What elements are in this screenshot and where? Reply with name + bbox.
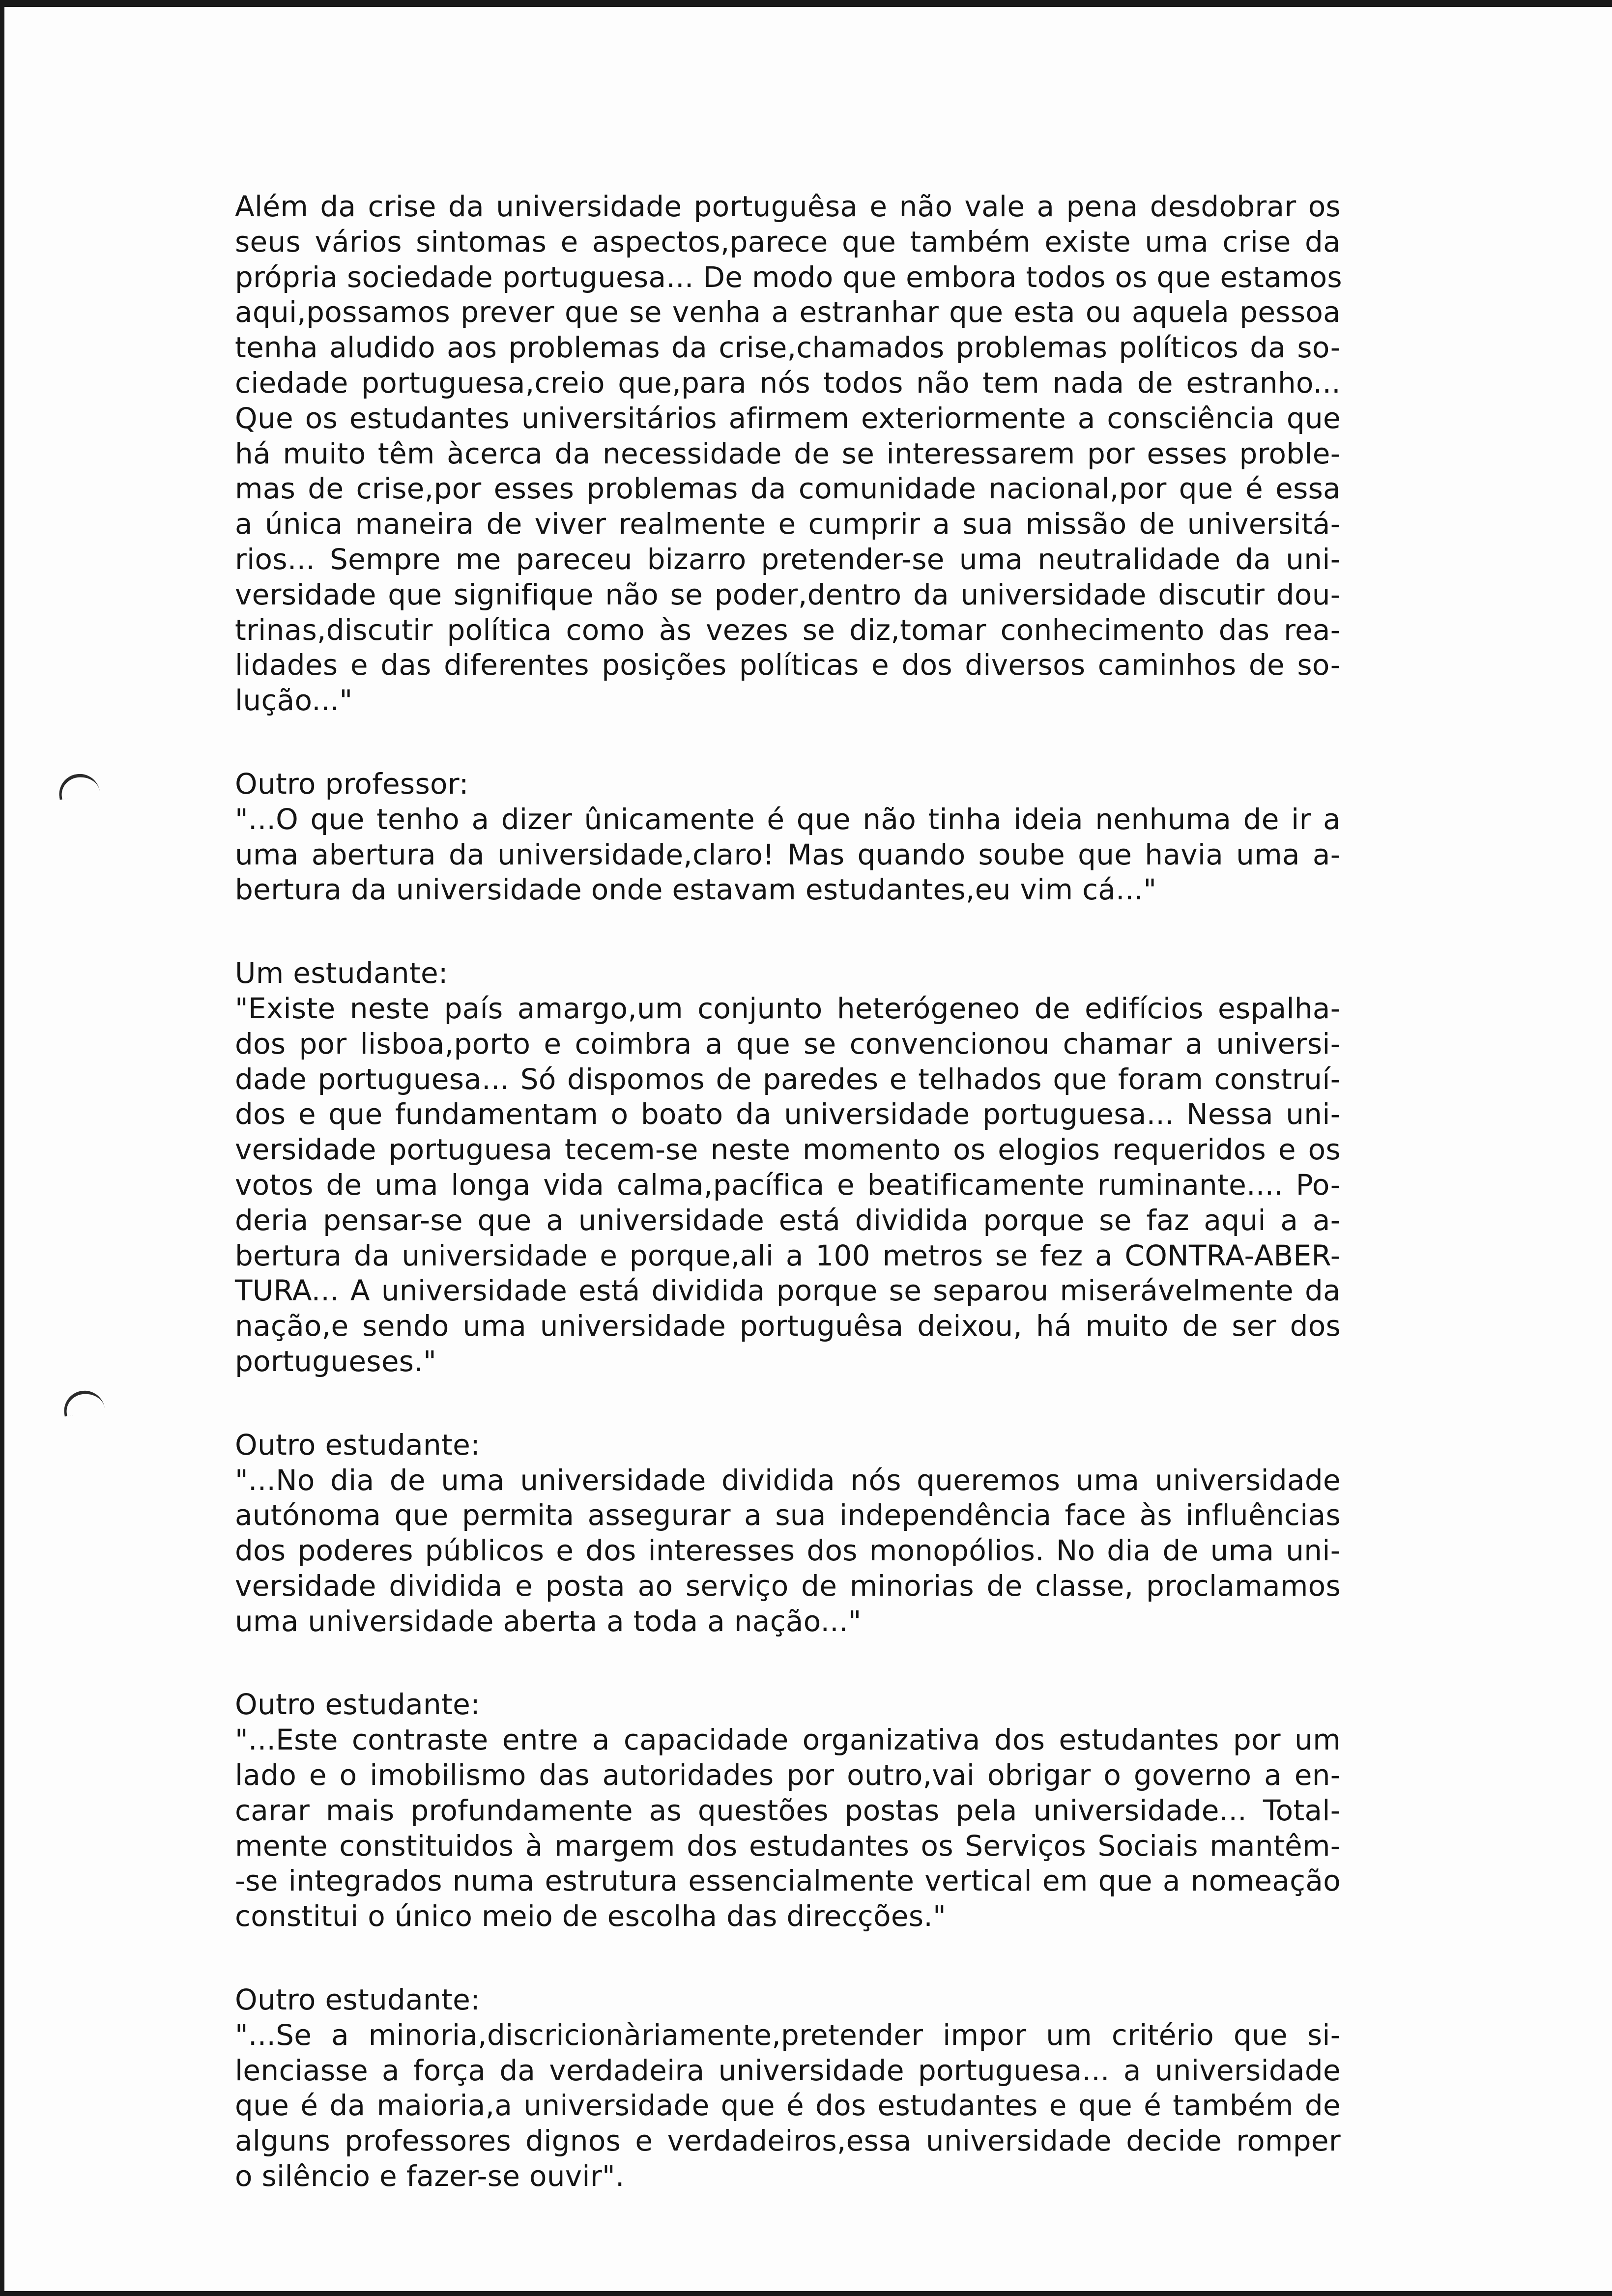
punch-hole-mark bbox=[57, 771, 100, 800]
section-gap bbox=[235, 908, 1341, 956]
text-line: "...Se a minoria,discricionàriamente,pretender impor um critério que si- bbox=[235, 2018, 1341, 2052]
text-line: lado e o imobilismo das autoridades por outro,vai obrigar o governo a en- bbox=[235, 1758, 1341, 1792]
text-line: constitui o único meio de escolha das direcções." bbox=[235, 1899, 947, 1933]
text-line: seus vários sintomas e aspectos,parece que também existe uma crise da bbox=[235, 225, 1341, 258]
text-line: TURA... A universidade está dividida porque se separou miserávelmente da bbox=[235, 1274, 1341, 1308]
text-line: versidade dividida e posta ao serviço de minorias de classe, proclamamos bbox=[235, 1569, 1341, 1603]
text-section bbox=[235, 1687, 1341, 1934]
section-gap bbox=[235, 1379, 1341, 1428]
text-line: Além da crise da universidade portuguêsa e não vale a pena desdobrar os bbox=[235, 190, 1341, 223]
scan-edge-left bbox=[0, 0, 4, 2296]
text-line: bertura da universidade e porque,ali a 100 metros se fez a CONTRA-ABER- bbox=[235, 1238, 1341, 1272]
speaker-heading: Outro estudante: bbox=[235, 1983, 480, 2017]
section-gap bbox=[235, 1934, 1341, 1982]
text-line: própria sociedade portuguesa... De modo que embora todos os que estamos bbox=[235, 260, 1342, 294]
section-gap bbox=[235, 718, 1341, 767]
text-line: uma universidade aberta a toda a nação..." bbox=[235, 1604, 862, 1638]
text-line: rios... Sempre me pareceu bizarro pretender-se uma neutralidade da uni- bbox=[235, 542, 1341, 576]
text-section bbox=[235, 189, 1341, 718]
text-line: deria pensar-se que a universidade está dividida porque se faz aqui a a- bbox=[235, 1203, 1341, 1237]
text-line: lidades e das diferentes posições políticas e dos diversos caminhos de so- bbox=[235, 648, 1341, 682]
text-line: dade portuguesa... Só dispomos de paredes e telhados que foram construí- bbox=[235, 1062, 1341, 1096]
text-line: dos poderes públicos e dos interesses dos monopólios. No dia de uma uni- bbox=[235, 1534, 1341, 1568]
text-line: tenha aludido aos problemas da crise,chamados problemas políticos da so- bbox=[235, 331, 1341, 365]
text-line: portugueses." bbox=[235, 1344, 437, 1378]
text-line: bertura da universidade onde estavam estudantes,eu vim cá..." bbox=[235, 873, 1157, 907]
text-line: a única maneira de viver realmente e cumprir a sua missão de universitá- bbox=[235, 507, 1341, 541]
text-line: há muito têm àcerca da necessidade de se interessarem por esses proble- bbox=[235, 436, 1341, 470]
text-line: aqui,possamos prever que se venha a estranhar que esta ou aquela pessoa bbox=[235, 295, 1341, 329]
text-line: mente constituidos à margem dos estudantes os Serviços Sociais mantêm- bbox=[235, 1829, 1341, 1863]
text-section bbox=[235, 767, 1341, 908]
text-section bbox=[235, 1428, 1341, 1639]
text-line: alguns professores dignos e verdadeiros,essa universidade decide romper bbox=[235, 2124, 1341, 2158]
text-line: versidade portuguesa tecem-se neste momento os elogios requeridos e os bbox=[235, 1133, 1341, 1167]
text-line: Que os estudantes universitários afirmem exteriormente a consciência que bbox=[235, 401, 1341, 435]
text-line: "...No dia de uma universidade dividida nós queremos uma universidade bbox=[235, 1463, 1341, 1497]
scan-edge-top bbox=[0, 0, 1612, 7]
scan-edge-bottom bbox=[0, 2291, 1612, 2296]
text-line: -se integrados numa estrutura essencialmente vertical em que a nomeação bbox=[235, 1864, 1341, 1898]
speaker-heading: Outro estudante: bbox=[235, 1428, 480, 1462]
text-line: mas de crise,por esses problemas da comunidade nacional,por que é essa bbox=[235, 472, 1341, 506]
text-line: carar mais profundamente as questões postas pela universidade... Total- bbox=[235, 1793, 1341, 1827]
text-section bbox=[235, 1982, 1341, 2194]
text-line: nação,e sendo uma universidade portuguêsa deixou, há muito de ser dos bbox=[235, 1309, 1341, 1343]
text-line: dos por lisboa,porto e coimbra a que se convencionou chamar a universi- bbox=[235, 1027, 1341, 1061]
text-line: "...Este contraste entre a capacidade organizativa dos estudantes por um bbox=[235, 1723, 1341, 1757]
text-line: uma abertura da universidade,claro! Mas quando soube que havia uma a- bbox=[235, 837, 1341, 871]
speaker-heading: Um estudante: bbox=[235, 956, 448, 990]
text-line: "...O que tenho a dizer ûnicamente é que não tinha ideia nenhuma de ir a bbox=[235, 802, 1341, 836]
text-line: o silêncio e fazer-se ouvir". bbox=[235, 2159, 625, 2193]
text-line: que é da maioria,a universidade que é dos estudantes e que é também de bbox=[235, 2089, 1341, 2123]
text-line: lenciasse a força da verdadeira universidade portuguesa... a universidade bbox=[235, 2053, 1341, 2087]
text-line: versidade que signifique não se poder,dentro da universidade discutir dou- bbox=[235, 577, 1341, 611]
text-line: lução..." bbox=[235, 684, 353, 718]
text-line: dos e que fundamentam o boato da universidade portuguesa... Nessa uni- bbox=[235, 1097, 1341, 1131]
section-gap bbox=[235, 1639, 1341, 1687]
punch-hole-mark bbox=[61, 1388, 105, 1416]
text-line: votos de uma longa vida calma,pacífica e beatificamente ruminante.... Po- bbox=[235, 1168, 1341, 1202]
text-line: autónoma que permita assegurar a sua independência face às influências bbox=[235, 1498, 1341, 1532]
text-line: trinas,discutir política como às vezes se diz,tomar conhecimento das rea- bbox=[235, 613, 1341, 647]
document-body bbox=[235, 189, 1341, 2194]
speaker-heading: Outro estudante: bbox=[235, 1688, 480, 1722]
text-line: "Existe neste país amargo,um conjunto heterógeneo de edifícios espalha- bbox=[235, 991, 1341, 1025]
text-line: ciedade portuguesa,creio que,para nós todos não tem nada de estranho... bbox=[235, 366, 1341, 400]
speaker-heading: Outro professor: bbox=[235, 767, 469, 801]
text-section bbox=[235, 956, 1341, 1379]
